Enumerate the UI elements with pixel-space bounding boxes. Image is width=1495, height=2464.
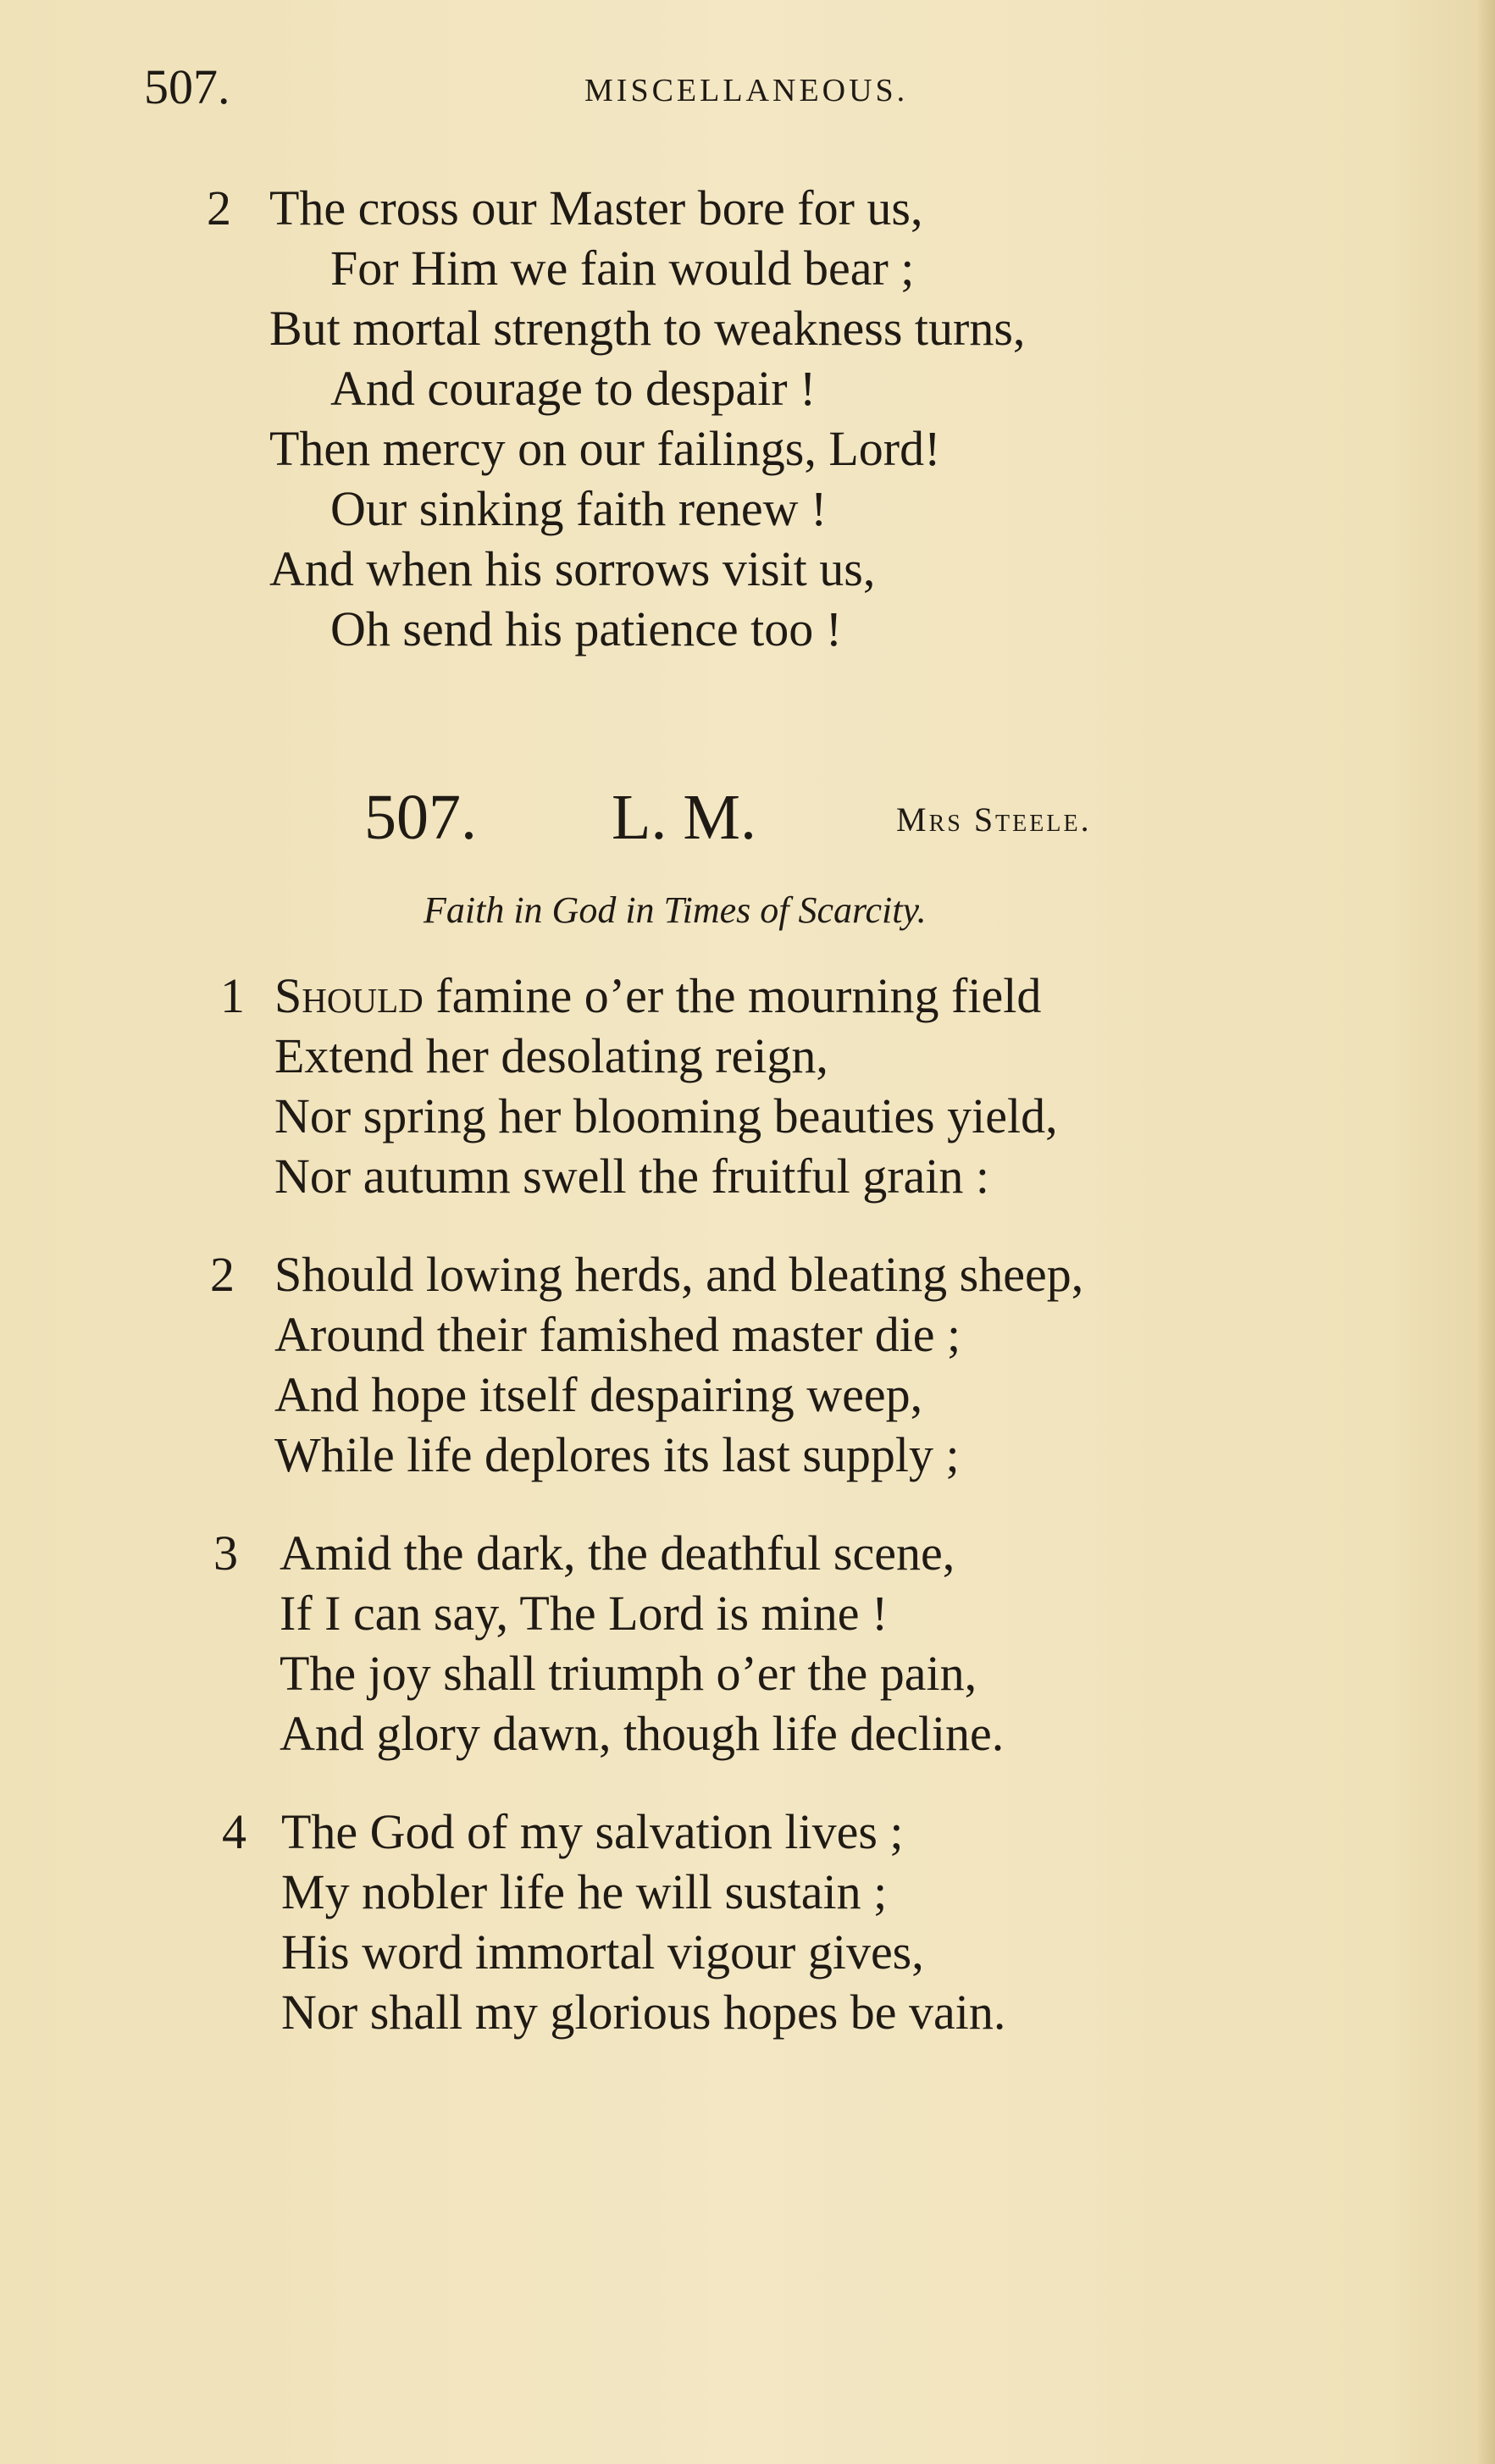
stanza-line: Extend her desolating reign, [274,1028,828,1083]
running-head: MISCELLANEOUS. [584,73,909,108]
stanza-line: And glory dawn, though life decline. [280,1706,1005,1761]
stanza-number: 3 [213,1525,238,1581]
stanza-line: Then mercy on our failings, Lord! [269,421,941,476]
stanza-line: But mortal strength to weakness turns, [269,301,1026,356]
stanza-line: The joy shall triumph o’er the pain, [280,1646,977,1701]
page-edge [1478,0,1495,2464]
page-number: 507. [144,59,230,114]
stanza-number: 4 [222,1804,246,1859]
stanza-line: Our sinking faith renew ! [330,481,828,536]
stanza-number: 2 [210,1247,235,1302]
stanza-line: The God of my salvation lives ; [281,1804,904,1859]
stanza-line: And when his sorrows visit us, [269,541,876,596]
drop-word: Should [274,968,424,1023]
stanza-line: Oh send his patience too ! [330,601,843,656]
stanza-line: Around their famished master die ; [274,1307,961,1362]
stanza-line: And hope itself despairing weep, [274,1367,923,1422]
stanza-line: If I can say, The Lord is mine ! [280,1586,889,1641]
stanza-line: His word immortal vigour gives, [281,1924,924,1980]
hymn-author: Mrs Steele. [896,800,1092,839]
stanza-line: My nobler life he will sustain ; [281,1864,888,1919]
stanza-line: The cross our Master bore for us, [269,180,923,235]
stanza-line: Nor spring her blooming beauties yield, [274,1088,1058,1143]
page-header [0,51,1495,119]
stanza-line: For Him we fain would bear ; [330,241,915,296]
hymn-subtitle: Faith in God in Times of Scarcity. [424,889,927,931]
stanza-line: Nor shall my glorious hopes be vain. [281,1985,1006,2040]
stanza-line: Nor autumn swell the fruitful grain : [274,1149,990,1204]
first-line-rest: famine o’er the mourning field [423,968,1042,1023]
stanza-number: 1 [220,968,245,1023]
stanza-line [274,966,1041,1026]
stanza-line: Amid the dark, the deathful scene, [280,1525,955,1581]
hymn-header [0,779,1495,855]
stanza-line: While life deplores its last supply ; [274,1427,960,1482]
hymn-number: 507. [364,782,477,853]
stanza-number: 2 [207,180,231,235]
stanza-line: And courage to despair ! [330,361,817,416]
stanza-line: Should lowing herds, and bleating sheep, [274,1247,1084,1302]
hymn-meter: L. M. [612,782,756,853]
